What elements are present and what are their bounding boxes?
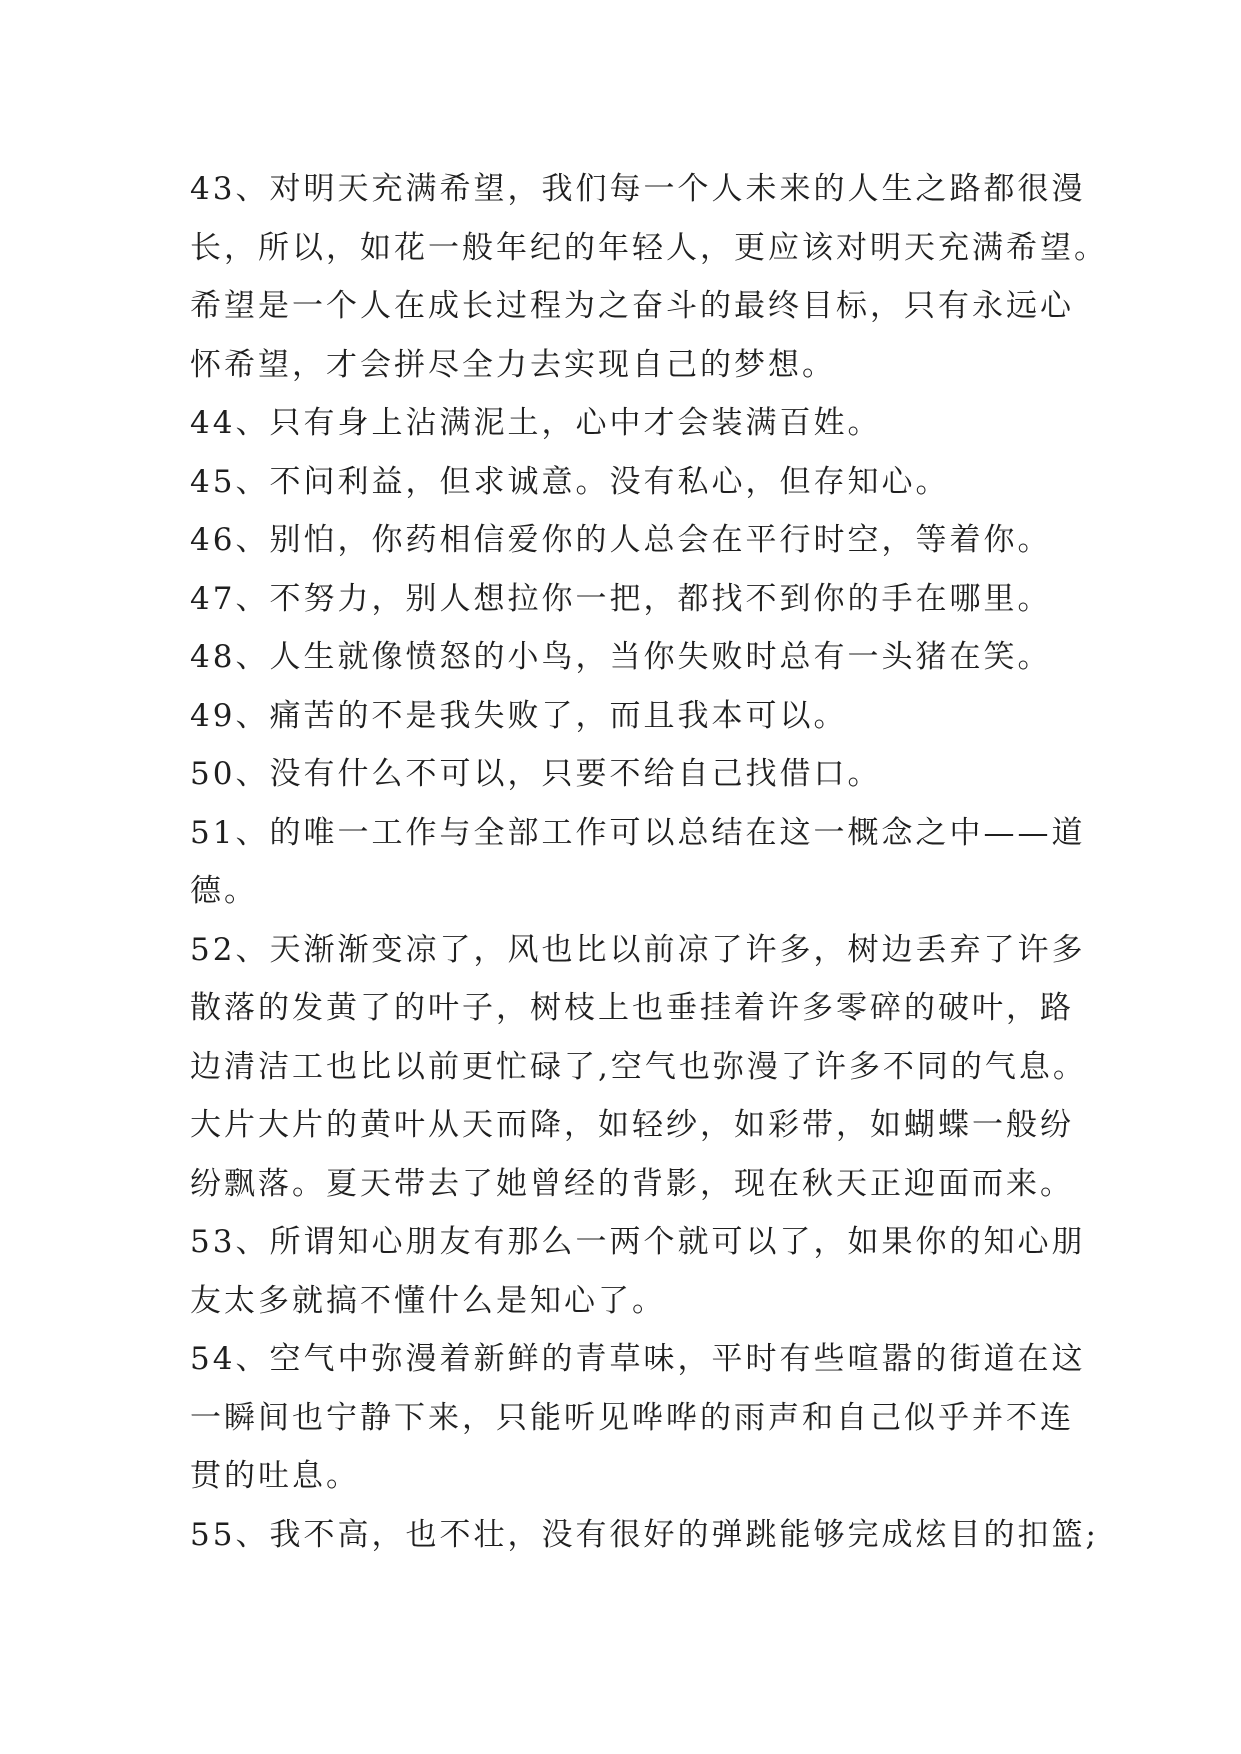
text-line: 大片大片的黄叶从天而降，如轻纱，如彩带，如蝴蝶一般纷 (190, 1107, 1074, 1143)
text-line: 52、天渐渐变凉了，风也比以前凉了许多，树边丢弃了许多 (190, 931, 1086, 968)
text-line: 46、别怕，你药相信爱你的人总会在平行时空，等着你。 (190, 522, 1052, 558)
text-line: 散落的发黄了的叶子，树枝上也垂挂着许多零碎的破叶，路 (190, 990, 1074, 1026)
text-line: 边清洁工也比以前更忙碌了,空气也弥漫了许多不同的气息。 (190, 1048, 1087, 1085)
document-body (190, 160, 1108, 1564)
text-line: 希望是一个人在成长过程为之奋斗的最终目标，只有永远心 (190, 288, 1074, 324)
text-line: 一瞬间也宁静下来，只能听见哗哗的雨声和自己似乎并不连 (190, 1399, 1074, 1436)
text-line: 纷飘落。夏天带去了她曾经的背影，现在秋天正迎面而来。 (190, 1165, 1074, 1202)
text-line: 47、不努力，别人想拉你一把，都找不到你的手在哪里。 (190, 580, 1052, 617)
text-line: 50、没有什么不可以，只要不给自己找借口。 (190, 756, 882, 792)
text-line: 43、对明天充满希望，我们每一个人未来的人生之路都很漫 (190, 171, 1086, 207)
text-line: 48、人生就像愤怒的小鸟，当你失败时总有一头猪在笑。 (190, 639, 1052, 675)
text-line: 德。 (190, 873, 258, 909)
text-line: 友太多就搞不懂什么是知心了。 (190, 1282, 666, 1319)
text-line: 怀希望，才会拼尽全力去实现自己的梦想。 (190, 346, 836, 383)
text-line: 贯的吐息。 (190, 1458, 360, 1494)
text-line: 53、所谓知心朋友有那么一两个就可以了，如果你的知心朋 (190, 1224, 1086, 1260)
text-line: 54、空气中弥漫着新鲜的青草味，平时有些喧嚣的街道在这 (190, 1341, 1086, 1377)
text-line: 49、痛苦的不是我失败了，而且我本可以。 (190, 697, 848, 734)
text-line: 44、只有身上沾满泥土，心中才会装满百姓。 (190, 405, 882, 441)
text-line: 45、不问利益，但求诚意。没有私心，但存知心。 (190, 463, 950, 500)
text-line: 51、的唯一工作与全部工作可以总结在这一概念之中——道 (190, 814, 1086, 851)
text-line: 55、我不高，也不壮，没有很好的弹跳能够完成炫目的扣篮; (190, 1516, 1099, 1553)
text-line: 长，所以，如花一般年纪的年轻人，更应该对明天充满希望。 (190, 229, 1108, 266)
